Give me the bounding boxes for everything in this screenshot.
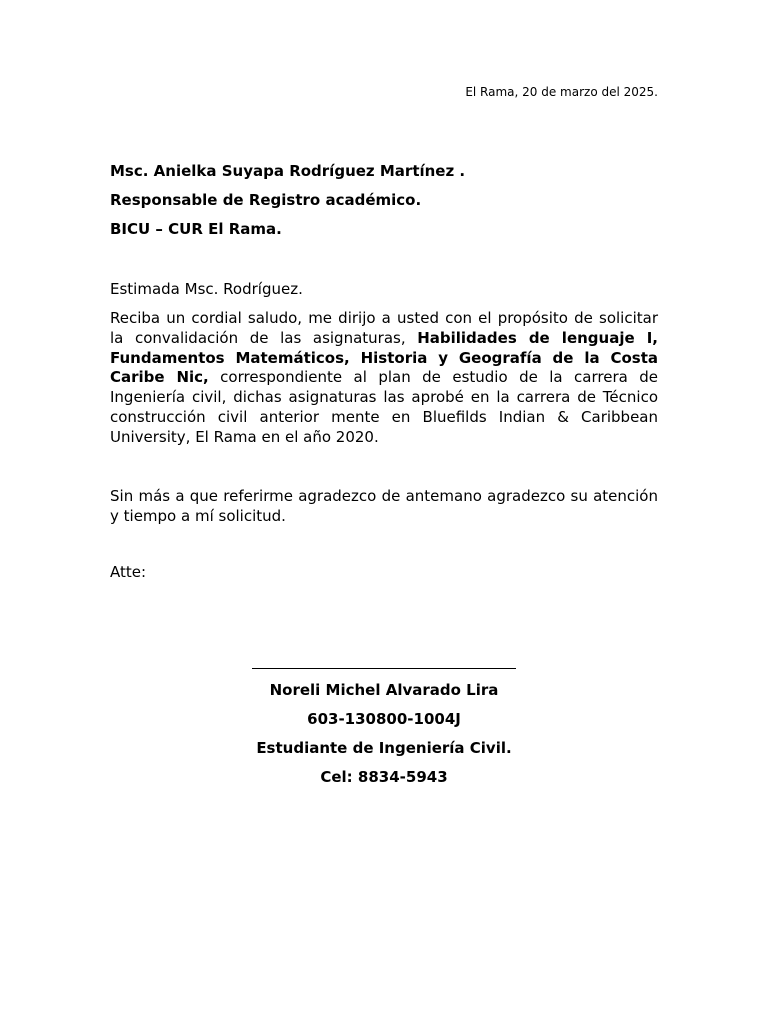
body-rest: correspondiente al plan de estudio de la carrera de Ingeniería civil, dichas asignaturas las aprobé en la carrera de Técnico construcción civil anterior mente en Bluefilds Indian & Caribbean University, El Rama en el año 2020. (110, 368, 658, 446)
recipient-name: Msc. Anielka Suyapa Rodríguez Martínez . (110, 162, 466, 180)
closing-paragraph: Sin más a que referirme agradezco de antemano agradezco su atención y tiempo a mí solicitud. (110, 487, 658, 525)
recipient-block (110, 162, 658, 249)
signature-block (150, 681, 618, 797)
signer-phone: Cel: 8834-5943 (320, 768, 448, 786)
salutation: Estimada Msc. Rodríguez. (110, 280, 303, 298)
recipient-institution: BICU – CUR El Rama. (110, 220, 282, 238)
letter-date: El Rama, 20 de marzo del 2025. (465, 85, 658, 99)
body-intro: Reciba un cordial saludo, me dirijo a usted con el propósito de solicitar la convalidación de las asignaturas, (110, 309, 658, 347)
body-subjects: Habilidades de lenguaje I, Fundamentos Matemáticos, Historia y Geografía de la Costa Caribe Nic, (110, 328, 658, 387)
signature-line (252, 668, 516, 669)
signer-id-number: 603-130800-1004J (307, 710, 461, 728)
recipient-position: Responsable de Registro académico. (110, 191, 422, 209)
sign-off: Atte: (110, 563, 147, 581)
body-paragraph (110, 309, 658, 448)
signer-name: Noreli Michel Alvarado Lira (269, 681, 499, 699)
signer-role: Estudiante de Ingeniería Civil. (256, 739, 512, 757)
